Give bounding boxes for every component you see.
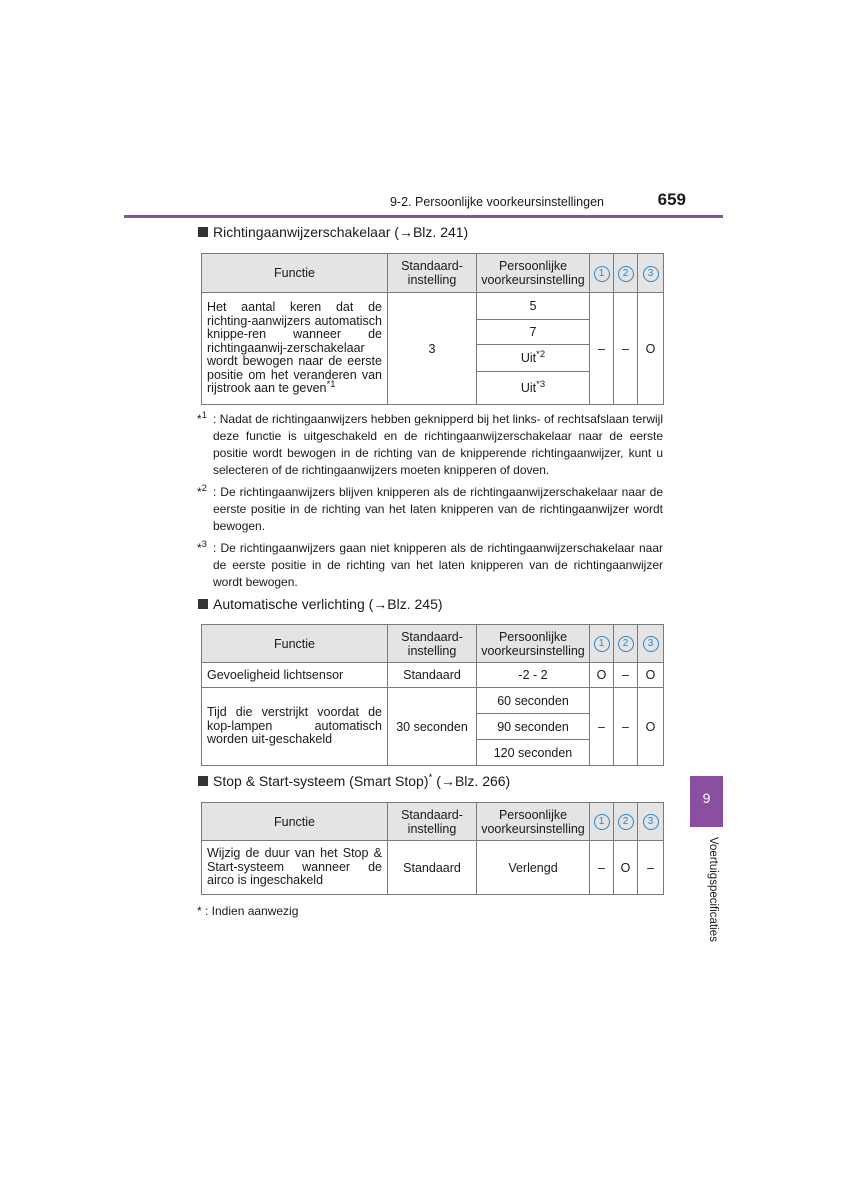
col1-cell: O: [590, 663, 614, 688]
header-function: Functie: [202, 625, 388, 663]
function-footnote-ref: *1: [326, 379, 336, 391]
header-custom: [477, 625, 590, 663]
option-cell: [477, 372, 590, 405]
footnote-asterisk: *: [197, 904, 202, 918]
footnote-text: : Nadat de richtingaanwijzers hebben geknipperd bij het links- of rechtsafslaan terwijl deze functie is uitgeschakeld en de richtingaanwijzerschakelaar naar de eerste positie wordt bewogen in de richting van de knipperende richtingaanwijzer, kunt u selecteren of de richtingaanwijzers moeten knipperen of doven.: [213, 412, 663, 477]
footnote-text: : Indien aanwezig: [205, 904, 299, 918]
footnote-asterisk: *: [197, 412, 202, 426]
default-cell: 30 seconden: [388, 688, 477, 766]
header-default: [388, 254, 477, 293]
chapter-label: Voertuigspecificaties: [707, 837, 719, 942]
chapter-number: 9: [702, 790, 711, 806]
header-custom: [477, 254, 590, 293]
function-text: Het aantal keren dat de richting-aanwijzers automatisch knippe-ren wanneer de richtingaanwij-zerschakelaar wordt bewogen naar de eerste positie om het veranderen van rijstrook aan te geven: [207, 300, 382, 396]
option-cell: 5: [477, 293, 590, 320]
footnote-mark: [197, 903, 202, 920]
option-cell: 90 seconden: [477, 714, 590, 740]
col1-cell: –: [590, 293, 614, 405]
option-cell: 120 seconden: [477, 740, 590, 766]
footnote-mark: [197, 540, 207, 557]
circled-1-icon: 1: [594, 636, 610, 652]
footnote-text: : De richtingaanwijzers gaan niet knipperen als de richtingaanwijzerschakelaar naar de eerste positie in de richting van het laten knipperen van de richtingaanwijzer wordt bewogen.: [213, 541, 663, 589]
header-col1: [590, 254, 614, 293]
col2-cell: –: [614, 293, 638, 405]
header-default-line1: Standaard-: [401, 807, 463, 822]
header-default-line2: instelling: [407, 643, 457, 658]
option-cell: Verlengd: [477, 841, 590, 895]
function-cell: Tijd die verstrijkt voordat de kop-lampen automatisch worden uit-geschakeld: [202, 688, 388, 766]
option-text: Uit: [520, 351, 537, 365]
turn-signal-table: [201, 253, 664, 405]
table-row: [202, 663, 664, 688]
header-custom-line2: voorkeursinstelling: [481, 273, 585, 287]
header-custom-line1: Persoonlijke: [498, 807, 568, 822]
footnote: [197, 903, 663, 920]
footnote: [197, 411, 663, 479]
section-title: 9-2. Persoonlijke voorkeursinstellingen: [389, 195, 604, 209]
header-function: Functie: [202, 254, 388, 293]
function-cell: [202, 293, 388, 405]
header-custom-line2: voorkeursinstelling: [481, 643, 585, 658]
bullet-square-icon: [198, 776, 208, 786]
default-cell: 3: [388, 293, 477, 405]
header-col2: [614, 254, 638, 293]
col3-cell: –: [638, 841, 664, 895]
auto-lights-table: [201, 624, 664, 766]
header-col3: [638, 803, 664, 841]
footnote: [197, 484, 663, 535]
circled-3-icon: 3: [643, 266, 659, 282]
circled-1-icon: 1: [594, 266, 610, 282]
table-row: [202, 841, 664, 895]
section-heading-auto-lights: [198, 596, 443, 612]
header-custom-line1: Persoonlijke: [498, 629, 568, 644]
header-default-line1: Standaard-: [401, 629, 463, 644]
default-cell: Standaard: [388, 663, 477, 688]
option-footnote-ref: *2: [536, 348, 546, 360]
footnote-mark: [197, 484, 207, 501]
header-custom-line2: voorkeursinstelling: [481, 821, 585, 836]
option-cell: 60 seconden: [477, 688, 590, 714]
circled-1-icon: 1: [594, 814, 610, 830]
header-custom: [477, 803, 590, 841]
header-default-line2: instelling: [407, 273, 457, 287]
circled-3-icon: 3: [643, 814, 659, 830]
table-header-row: [202, 803, 664, 841]
header-custom-line1: Persoonlijke: [498, 259, 568, 273]
heading-footnote-ref: *: [428, 772, 433, 784]
chapter-tab: [690, 776, 723, 827]
table-header-row: [202, 625, 664, 663]
option-text: Uit: [520, 381, 537, 395]
col1-cell: –: [590, 688, 614, 766]
col3-cell: O: [638, 293, 664, 405]
footnote-number: 3: [201, 539, 207, 550]
col2-cell: O: [614, 841, 638, 895]
footnote-number: 1: [201, 410, 207, 421]
circled-2-icon: 2: [618, 266, 634, 282]
table-row: [202, 293, 664, 320]
col1-cell: –: [590, 841, 614, 895]
bullet-square-icon: [198, 227, 208, 237]
function-cell: Wijzig de duur van het Stop & Start-systeem wanneer de airco is ingeschakeld: [202, 841, 388, 895]
header-default-line2: instelling: [407, 821, 457, 836]
heading-text: Richtingaanwijzerschakelaar (→Blz. 241): [213, 224, 469, 240]
section-heading-turn-signal: [198, 224, 468, 240]
header-default: [388, 625, 477, 663]
footnote-number: 2: [201, 483, 207, 494]
function-cell: Gevoeligheid lichtsensor: [202, 663, 388, 688]
circled-2-icon: 2: [618, 814, 634, 830]
header-col2: [614, 625, 638, 663]
bullet-square-icon: [198, 599, 208, 609]
col3-cell: O: [638, 688, 664, 766]
page-number: 659: [657, 190, 686, 209]
option-cell: 7: [477, 320, 590, 345]
circled-2-icon: 2: [618, 636, 634, 652]
heading-text: Stop & Start-systeem (Smart Stop): [213, 773, 429, 789]
stop-start-table: [201, 802, 664, 895]
footnote: [197, 540, 663, 591]
option-footnote-ref: *3: [536, 378, 546, 390]
table-header-row: [202, 254, 664, 293]
heading-text: Automatische verlichting (→Blz. 245): [213, 596, 443, 612]
col2-cell: –: [614, 663, 638, 688]
header-col3: [638, 254, 664, 293]
footnote-asterisk: *: [197, 541, 202, 555]
option-cell: [477, 345, 590, 372]
heading-ref: (→Blz. 266): [432, 773, 511, 789]
footnote-text: : De richtingaanwijzers blijven knipperen als de richtingaanwijzerschakelaar naar de eerste positie in de richting van het laten knipperen van de richtingaanwijzer wordt bewogen.: [213, 485, 663, 533]
header-rule: [124, 215, 723, 218]
option-cell: -2 - 2: [477, 663, 590, 688]
section-heading-stop-start: [198, 773, 510, 789]
default-cell: Standaard: [388, 841, 477, 895]
col2-cell: –: [614, 688, 638, 766]
col3-cell: O: [638, 663, 664, 688]
header-col2: [614, 803, 638, 841]
circled-3-icon: 3: [643, 636, 659, 652]
header-function: Functie: [202, 803, 388, 841]
header-default: [388, 803, 477, 841]
header-col1: [590, 803, 614, 841]
header-default-line1: Standaard-: [401, 259, 463, 273]
table-row: [202, 688, 664, 714]
footnote-asterisk: *: [197, 485, 202, 499]
footnote-mark: [197, 411, 207, 428]
header-col1: [590, 625, 614, 663]
header-col3: [638, 625, 664, 663]
